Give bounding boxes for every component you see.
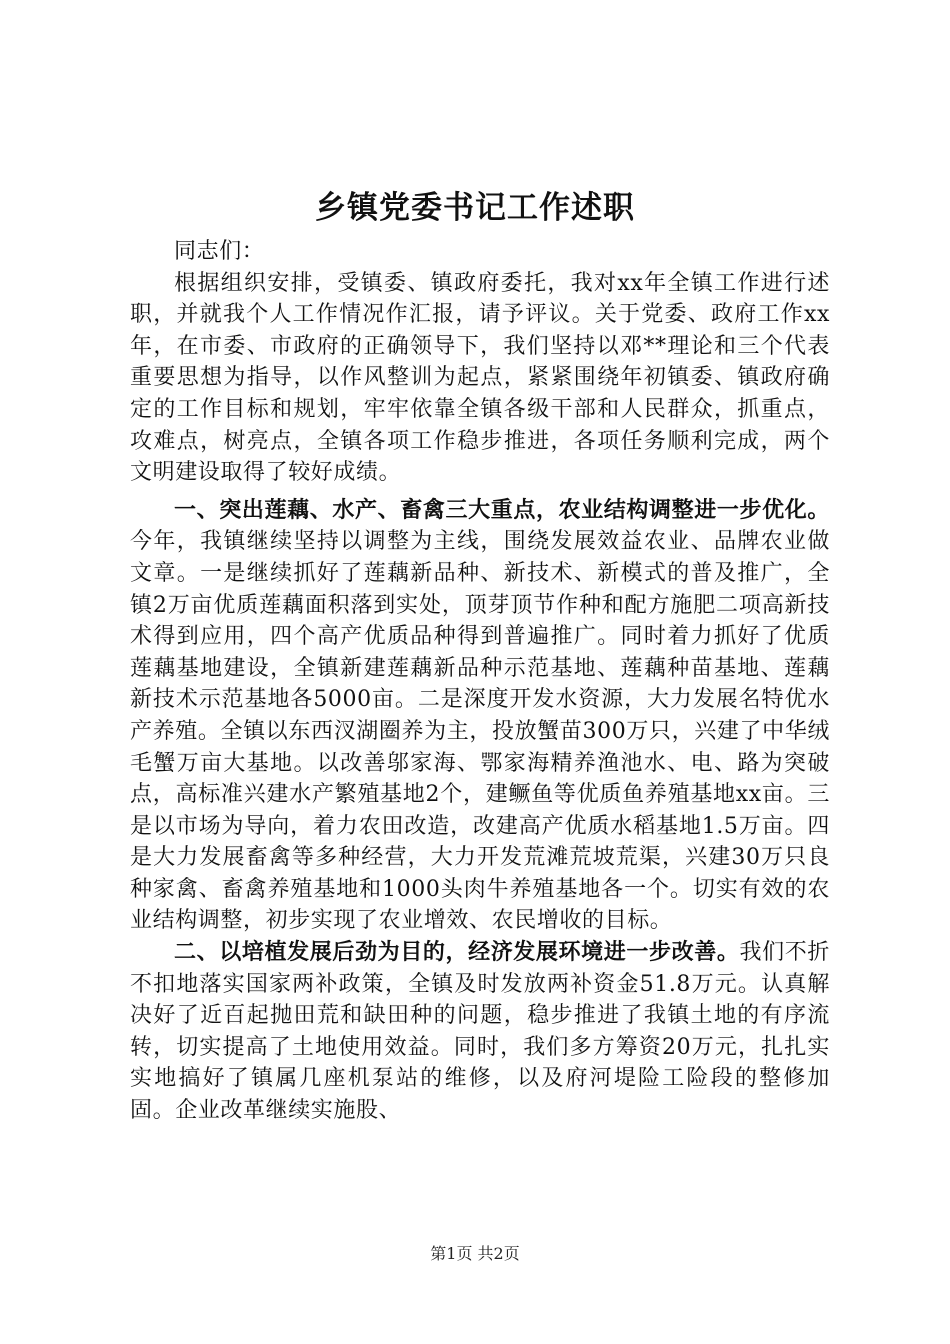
section-paragraph-1 — [130, 495, 830, 937]
section-body-2: 我们不折不扣地落实国家两补政策，全镇及时发放两补资金51.8万元。认真解决好了近百起抛田荒和缺田种的问题，稳步推进了我镇土地的有序流转，切实提高了土地使用效益。同时，我们多方筹资20万元，扎扎实实地搞好了镇属几座机泵站的维修，以及府河堤险工险段的整修加固。企业改革继续实施股、 — [130, 940, 830, 1124]
document-title: 乡镇党委书记工作述职 — [315, 190, 635, 226]
section-heading-2: 二、以培植发展后劲为目的，经济发展环境进一步改善。 — [174, 939, 740, 966]
document-body — [130, 236, 830, 1127]
intro-paragraph: 根据组织安排，受镇委、镇政府委托，我对xx年全镇工作进行述职，并就我个人工作情况作汇报，请予评议。关于党委、政府工作xx年，在市委、市政府的正确领导下，我们坚持以邓**理论和三个代表重要思想为指导，以作风整训为起点，紧紧围绕年初镇委、镇政府确定的工作目标和规划，牢牢依靠全镇各级干部和人民群众，抓重点，攻难点，树亮点，全镇各项工作稳步推进，各项任务顺利完成，两个文明建设取得了较好成绩。 — [130, 270, 830, 486]
section-heading-1: 一、突出莲藕、水产、畜禽三大重点，农业结构调整进一步优化。 — [174, 496, 830, 523]
page-number-footer: 第1页 共2页 — [430, 1244, 520, 1263]
section-body-1: 今年，我镇继续坚持以调整为主线，围绕发展效益农业、品牌农业做文章。一是继续抓好了莲藕新品种、新技术、新模式的普及推广，全镇2万亩优质莲藕面积落到实处，顶芽顶节作种和配方施肥二项高新技术得到应用，四个高产优质品种得到普遍推广。同时着力抓好了优质莲藕基地建设，全镇新建莲藕新品种示范基地、莲藕种苗基地、莲藕新技术示范基地各5000亩。二是深度开发水资源，大力发展名特优水产养殖。全镇以东西汊湖圈养为主，投放蟹苗300万只，兴建了中华绒毛蟹万亩大基地。以改善邬家海、鄂家海精养渔池水、电、路为突破点，高标准兴建水产繁殖基地2个，建鳜鱼等优质鱼养殖基地xx亩。三是以市场为导向，着力农田改造，改建高产优质水稻基地1.5万亩。四是大力发展畜禽等多种经营，大力开发荒滩荒坡荒渠，兴建30万只良种家禽、畜禽养殖基地和1000头肉牛养殖基地各一个。切实有效的农业结构调整，初步实现了农业增效、农民增收的目标。 — [130, 529, 830, 934]
salutation: 同志们： — [174, 239, 265, 264]
section-paragraph-2 — [130, 937, 830, 1127]
